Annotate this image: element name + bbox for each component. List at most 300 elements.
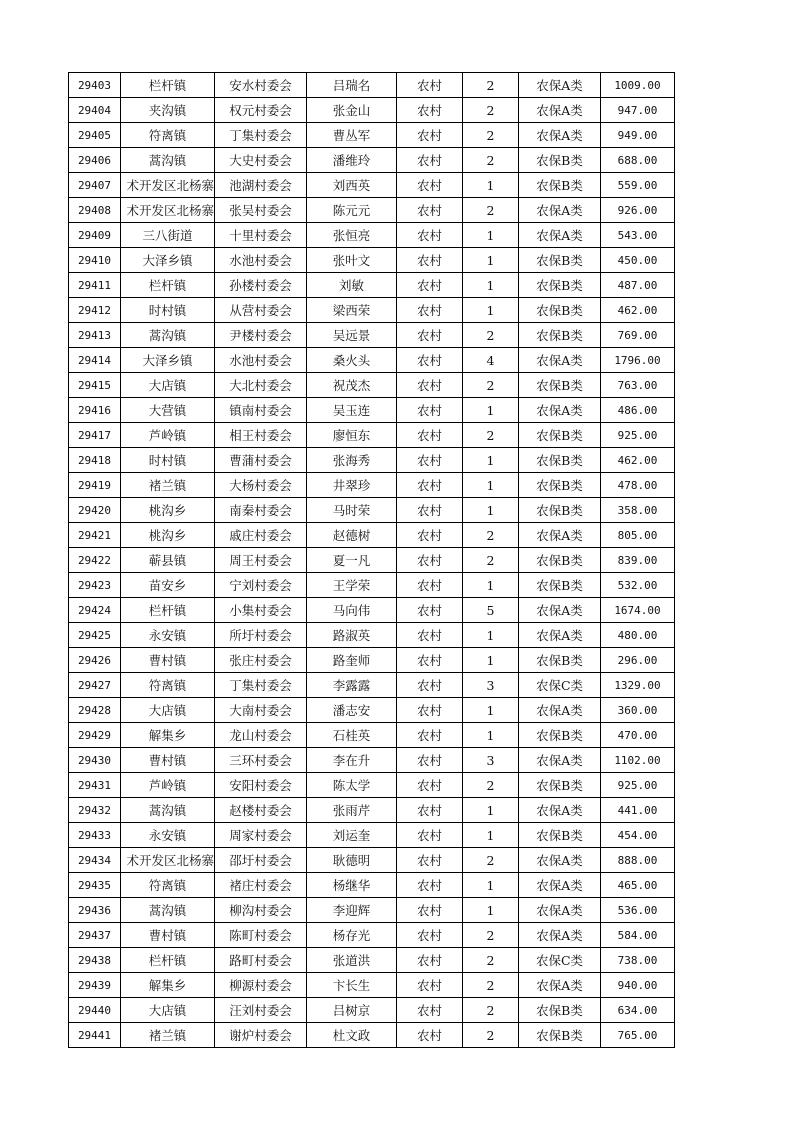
insurance-category-cell: 农保B类	[519, 323, 601, 348]
village-committee-cell: 丁集村委会	[215, 673, 307, 698]
village-committee-cell: 丁集村委会	[215, 123, 307, 148]
insurance-category-cell: 农保A类	[519, 348, 601, 373]
amount-cell: 450.00	[601, 248, 675, 273]
table-row	[69, 373, 675, 398]
household-size-cell: 2	[463, 523, 519, 548]
table-row	[69, 273, 675, 298]
village-committee-cell: 赵楼村委会	[215, 798, 307, 823]
area-type-cell: 农村	[397, 698, 463, 723]
record-id-cell: 29412	[69, 298, 121, 323]
village-committee-cell: 路町村委会	[215, 948, 307, 973]
record-id-cell: 29409	[69, 223, 121, 248]
insurance-category-cell: 农保A类	[519, 123, 601, 148]
record-id-cell: 29421	[69, 523, 121, 548]
insurance-category-cell: 农保B类	[519, 473, 601, 498]
record-id-cell: 29426	[69, 648, 121, 673]
insurance-category-cell: 农保B类	[519, 1023, 601, 1048]
table-row	[69, 73, 675, 98]
amount-cell: 487.00	[601, 273, 675, 298]
table-row	[69, 748, 675, 773]
household-size-cell: 5	[463, 598, 519, 623]
village-committee-cell: 谢炉村委会	[215, 1023, 307, 1048]
amount-cell: 763.00	[601, 373, 675, 398]
record-id-cell: 29431	[69, 773, 121, 798]
town-cell: 大店镇	[121, 373, 215, 398]
town-cell: 术开发区北杨寨	[121, 173, 215, 198]
household-size-cell: 2	[463, 998, 519, 1023]
table-row	[69, 523, 675, 548]
village-committee-cell: 龙山村委会	[215, 723, 307, 748]
name-cell: 李露露	[307, 673, 397, 698]
record-id-cell: 29435	[69, 873, 121, 898]
town-cell: 曹村镇	[121, 923, 215, 948]
name-cell: 张叶文	[307, 248, 397, 273]
table-row	[69, 798, 675, 823]
name-cell: 吴玉连	[307, 398, 397, 423]
town-cell: 蒿沟镇	[121, 323, 215, 348]
table-body	[69, 73, 675, 1048]
area-type-cell: 农村	[397, 873, 463, 898]
table-row	[69, 323, 675, 348]
town-cell: 褚兰镇	[121, 1023, 215, 1048]
village-committee-cell: 褚庄村委会	[215, 873, 307, 898]
amount-cell: 839.00	[601, 548, 675, 573]
village-committee-cell: 安水村委会	[215, 73, 307, 98]
record-id-cell: 29440	[69, 998, 121, 1023]
table-row	[69, 923, 675, 948]
record-id-cell: 29403	[69, 73, 121, 98]
household-size-cell: 1	[463, 648, 519, 673]
table-row	[69, 648, 675, 673]
village-committee-cell: 从营村委会	[215, 298, 307, 323]
village-committee-cell: 小集村委会	[215, 598, 307, 623]
record-id-cell: 29419	[69, 473, 121, 498]
area-type-cell: 农村	[397, 823, 463, 848]
insurance-category-cell: 农保B类	[519, 273, 601, 298]
insurance-category-cell: 农保A类	[519, 748, 601, 773]
amount-cell: 926.00	[601, 198, 675, 223]
table-row	[69, 398, 675, 423]
area-type-cell: 农村	[397, 498, 463, 523]
name-cell: 李在升	[307, 748, 397, 773]
household-size-cell: 2	[463, 98, 519, 123]
name-cell: 陈元元	[307, 198, 397, 223]
area-type-cell: 农村	[397, 898, 463, 923]
amount-cell: 465.00	[601, 873, 675, 898]
insurance-category-cell: 农保A类	[519, 598, 601, 623]
area-type-cell: 农村	[397, 173, 463, 198]
village-committee-cell: 戚庄村委会	[215, 523, 307, 548]
area-type-cell: 农村	[397, 123, 463, 148]
town-cell: 曹村镇	[121, 648, 215, 673]
village-committee-cell: 宁刘村委会	[215, 573, 307, 598]
household-size-cell: 1	[463, 873, 519, 898]
amount-cell: 536.00	[601, 898, 675, 923]
village-committee-cell: 邵圩村委会	[215, 848, 307, 873]
area-type-cell: 农村	[397, 673, 463, 698]
area-type-cell: 农村	[397, 223, 463, 248]
amount-cell: 888.00	[601, 848, 675, 873]
household-size-cell: 4	[463, 348, 519, 373]
table-row	[69, 148, 675, 173]
household-size-cell: 1	[463, 823, 519, 848]
name-cell: 马时荣	[307, 498, 397, 523]
household-size-cell: 2	[463, 123, 519, 148]
area-type-cell: 农村	[397, 298, 463, 323]
amount-cell: 470.00	[601, 723, 675, 748]
name-cell: 吴远景	[307, 323, 397, 348]
amount-cell: 532.00	[601, 573, 675, 598]
table-row	[69, 448, 675, 473]
record-id-cell: 29432	[69, 798, 121, 823]
household-size-cell: 3	[463, 673, 519, 698]
record-id-cell: 29407	[69, 173, 121, 198]
insurance-category-cell: 农保B类	[519, 823, 601, 848]
insurance-category-cell: 农保B类	[519, 248, 601, 273]
record-id-cell: 29437	[69, 923, 121, 948]
amount-cell: 358.00	[601, 498, 675, 523]
area-type-cell: 农村	[397, 748, 463, 773]
insurance-category-cell: 农保A类	[519, 873, 601, 898]
amount-cell: 634.00	[601, 998, 675, 1023]
household-size-cell: 1	[463, 273, 519, 298]
record-id-cell: 29427	[69, 673, 121, 698]
village-committee-cell: 相王村委会	[215, 423, 307, 448]
household-size-cell: 1	[463, 298, 519, 323]
insurance-category-cell: 农保A类	[519, 798, 601, 823]
village-committee-cell: 曹蒲村委会	[215, 448, 307, 473]
insurance-category-cell: 农保B类	[519, 298, 601, 323]
insurance-category-cell: 农保B类	[519, 998, 601, 1023]
town-cell: 蒿沟镇	[121, 798, 215, 823]
record-id-cell: 29436	[69, 898, 121, 923]
amount-cell: 1796.00	[601, 348, 675, 373]
area-type-cell: 农村	[397, 798, 463, 823]
name-cell: 梁西荣	[307, 298, 397, 323]
household-size-cell: 2	[463, 1023, 519, 1048]
name-cell: 卞长生	[307, 973, 397, 998]
town-cell: 大营镇	[121, 398, 215, 423]
insurance-category-cell: 农保A类	[519, 98, 601, 123]
village-committee-cell: 大史村委会	[215, 148, 307, 173]
amount-cell: 296.00	[601, 648, 675, 673]
record-id-cell: 29415	[69, 373, 121, 398]
table-row	[69, 948, 675, 973]
town-cell: 蒿沟镇	[121, 898, 215, 923]
village-committee-cell: 镇南村委会	[215, 398, 307, 423]
record-id-cell: 29429	[69, 723, 121, 748]
town-cell: 桃沟乡	[121, 498, 215, 523]
village-committee-cell: 汪刘村委会	[215, 998, 307, 1023]
area-type-cell: 农村	[397, 323, 463, 348]
table-row	[69, 823, 675, 848]
name-cell: 刘运奎	[307, 823, 397, 848]
record-id-cell: 29422	[69, 548, 121, 573]
table-row	[69, 673, 675, 698]
town-cell: 曹村镇	[121, 748, 215, 773]
area-type-cell: 农村	[397, 598, 463, 623]
insurance-category-cell: 农保A类	[519, 398, 601, 423]
amount-cell: 559.00	[601, 173, 675, 198]
insurance-category-cell: 农保C类	[519, 948, 601, 973]
area-type-cell: 农村	[397, 398, 463, 423]
town-cell: 蕲县镇	[121, 548, 215, 573]
household-size-cell: 1	[463, 223, 519, 248]
amount-cell: 947.00	[601, 98, 675, 123]
name-cell: 杜文政	[307, 1023, 397, 1048]
insurance-category-cell: 农保A类	[519, 923, 601, 948]
area-type-cell: 农村	[397, 423, 463, 448]
record-id-cell: 29428	[69, 698, 121, 723]
household-size-cell: 2	[463, 373, 519, 398]
name-cell: 王学荣	[307, 573, 397, 598]
name-cell: 赵德树	[307, 523, 397, 548]
insurance-category-cell: 农保A类	[519, 523, 601, 548]
record-id-cell: 29424	[69, 598, 121, 623]
amount-cell: 949.00	[601, 123, 675, 148]
amount-cell: 360.00	[601, 698, 675, 723]
amount-cell: 462.00	[601, 448, 675, 473]
record-id-cell: 29418	[69, 448, 121, 473]
household-size-cell: 1	[463, 573, 519, 598]
table-row	[69, 598, 675, 623]
town-cell: 苗安乡	[121, 573, 215, 598]
amount-cell: 480.00	[601, 623, 675, 648]
household-size-cell: 1	[463, 798, 519, 823]
town-cell: 栏杆镇	[121, 948, 215, 973]
town-cell: 术开发区北杨寨	[121, 848, 215, 873]
name-cell: 张海秀	[307, 448, 397, 473]
table-row	[69, 423, 675, 448]
record-id-cell: 29433	[69, 823, 121, 848]
household-size-cell: 1	[463, 498, 519, 523]
insurance-category-cell: 农保C类	[519, 673, 601, 698]
town-cell: 栏杆镇	[121, 598, 215, 623]
town-cell: 大店镇	[121, 998, 215, 1023]
area-type-cell: 农村	[397, 573, 463, 598]
village-committee-cell: 周家村委会	[215, 823, 307, 848]
village-committee-cell: 三环村委会	[215, 748, 307, 773]
village-committee-cell: 张吴村委会	[215, 198, 307, 223]
table-row	[69, 973, 675, 998]
name-cell: 张金山	[307, 98, 397, 123]
insurance-category-cell: 农保B类	[519, 573, 601, 598]
village-committee-cell: 安阳村委会	[215, 773, 307, 798]
household-size-cell: 2	[463, 548, 519, 573]
record-id-cell: 29430	[69, 748, 121, 773]
name-cell: 李迎辉	[307, 898, 397, 923]
amount-cell: 584.00	[601, 923, 675, 948]
record-id-cell: 29411	[69, 273, 121, 298]
name-cell: 杨继华	[307, 873, 397, 898]
household-size-cell: 2	[463, 198, 519, 223]
name-cell: 路淑英	[307, 623, 397, 648]
area-type-cell: 农村	[397, 248, 463, 273]
household-size-cell: 2	[463, 948, 519, 973]
area-type-cell: 农村	[397, 773, 463, 798]
household-size-cell: 2	[463, 73, 519, 98]
area-type-cell: 农村	[397, 523, 463, 548]
area-type-cell: 农村	[397, 473, 463, 498]
insurance-category-cell: 农保B类	[519, 498, 601, 523]
village-committee-cell: 大南村委会	[215, 698, 307, 723]
name-cell: 潘维玲	[307, 148, 397, 173]
name-cell: 耿德明	[307, 848, 397, 873]
household-size-cell: 2	[463, 973, 519, 998]
amount-cell: 462.00	[601, 298, 675, 323]
household-size-cell: 1	[463, 248, 519, 273]
record-id-cell: 29414	[69, 348, 121, 373]
town-cell: 解集乡	[121, 973, 215, 998]
village-committee-cell: 水池村委会	[215, 348, 307, 373]
town-cell: 桃沟乡	[121, 523, 215, 548]
area-type-cell: 农村	[397, 373, 463, 398]
village-committee-cell: 柳沟村委会	[215, 898, 307, 923]
insurance-category-cell: 农保A类	[519, 973, 601, 998]
amount-cell: 1009.00	[601, 73, 675, 98]
amount-cell: 1102.00	[601, 748, 675, 773]
area-type-cell: 农村	[397, 348, 463, 373]
record-id-cell: 29441	[69, 1023, 121, 1048]
amount-cell: 738.00	[601, 948, 675, 973]
name-cell: 吕瑞名	[307, 73, 397, 98]
table-row	[69, 623, 675, 648]
record-id-cell: 29408	[69, 198, 121, 223]
amount-cell: 543.00	[601, 223, 675, 248]
household-size-cell: 2	[463, 773, 519, 798]
town-cell: 时村镇	[121, 298, 215, 323]
amount-cell: 805.00	[601, 523, 675, 548]
name-cell: 刘敏	[307, 273, 397, 298]
household-size-cell: 3	[463, 748, 519, 773]
name-cell: 张恒亮	[307, 223, 397, 248]
record-id-cell: 29420	[69, 498, 121, 523]
household-size-cell: 1	[463, 173, 519, 198]
household-size-cell: 1	[463, 473, 519, 498]
record-id-cell: 29404	[69, 98, 121, 123]
household-size-cell: 1	[463, 898, 519, 923]
insurance-category-cell: 农保A类	[519, 623, 601, 648]
amount-cell: 765.00	[601, 1023, 675, 1048]
table-row	[69, 473, 675, 498]
household-size-cell: 2	[463, 848, 519, 873]
area-type-cell: 农村	[397, 198, 463, 223]
record-id-cell: 29410	[69, 248, 121, 273]
name-cell: 马向伟	[307, 598, 397, 623]
table-row	[69, 998, 675, 1023]
household-size-cell: 2	[463, 923, 519, 948]
insurance-category-cell: 农保A类	[519, 223, 601, 248]
insurance-category-cell: 农保B类	[519, 423, 601, 448]
area-type-cell: 农村	[397, 998, 463, 1023]
town-cell: 符离镇	[121, 873, 215, 898]
table-row	[69, 548, 675, 573]
records-table	[68, 72, 675, 1048]
amount-cell: 688.00	[601, 148, 675, 173]
name-cell: 夏一凡	[307, 548, 397, 573]
household-size-cell: 2	[463, 323, 519, 348]
insurance-category-cell: 农保A类	[519, 73, 601, 98]
table-row	[69, 1023, 675, 1048]
name-cell: 曹丛军	[307, 123, 397, 148]
town-cell: 夹沟镇	[121, 98, 215, 123]
name-cell: 张道洪	[307, 948, 397, 973]
table-row	[69, 298, 675, 323]
record-id-cell: 29438	[69, 948, 121, 973]
area-type-cell: 农村	[397, 973, 463, 998]
table-row	[69, 248, 675, 273]
record-id-cell: 29439	[69, 973, 121, 998]
table-row	[69, 198, 675, 223]
name-cell: 廖恒东	[307, 423, 397, 448]
name-cell: 吕树京	[307, 998, 397, 1023]
table-row	[69, 873, 675, 898]
town-cell: 大店镇	[121, 698, 215, 723]
village-committee-cell: 十里村委会	[215, 223, 307, 248]
town-cell: 符离镇	[121, 673, 215, 698]
name-cell: 杨存光	[307, 923, 397, 948]
household-size-cell: 1	[463, 398, 519, 423]
area-type-cell: 农村	[397, 723, 463, 748]
area-type-cell: 农村	[397, 73, 463, 98]
insurance-category-cell: 农保B类	[519, 448, 601, 473]
record-id-cell: 29425	[69, 623, 121, 648]
amount-cell: 1674.00	[601, 598, 675, 623]
insurance-category-cell: 农保B类	[519, 773, 601, 798]
village-committee-cell: 尹楼村委会	[215, 323, 307, 348]
name-cell: 潘志安	[307, 698, 397, 723]
table-row	[69, 498, 675, 523]
name-cell: 石桂英	[307, 723, 397, 748]
village-committee-cell: 孙楼村委会	[215, 273, 307, 298]
amount-cell: 1329.00	[601, 673, 675, 698]
name-cell: 路奎师	[307, 648, 397, 673]
amount-cell: 940.00	[601, 973, 675, 998]
village-committee-cell: 大北村委会	[215, 373, 307, 398]
village-committee-cell: 陈町村委会	[215, 923, 307, 948]
record-id-cell: 29434	[69, 848, 121, 873]
area-type-cell: 农村	[397, 548, 463, 573]
area-type-cell: 农村	[397, 448, 463, 473]
insurance-category-cell: 农保B类	[519, 723, 601, 748]
town-cell: 栏杆镇	[121, 273, 215, 298]
town-cell: 大泽乡镇	[121, 248, 215, 273]
name-cell: 桑火头	[307, 348, 397, 373]
town-cell: 大泽乡镇	[121, 348, 215, 373]
table-row	[69, 698, 675, 723]
area-type-cell: 农村	[397, 648, 463, 673]
village-committee-cell: 池湖村委会	[215, 173, 307, 198]
village-committee-cell: 权元村委会	[215, 98, 307, 123]
area-type-cell: 农村	[397, 623, 463, 648]
record-id-cell: 29423	[69, 573, 121, 598]
area-type-cell: 农村	[397, 1023, 463, 1048]
amount-cell: 478.00	[601, 473, 675, 498]
amount-cell: 925.00	[601, 773, 675, 798]
town-cell: 术开发区北杨寨	[121, 198, 215, 223]
village-committee-cell: 周王村委会	[215, 548, 307, 573]
household-size-cell: 1	[463, 698, 519, 723]
insurance-category-cell: 农保B类	[519, 373, 601, 398]
insurance-category-cell: 农保A类	[519, 848, 601, 873]
insurance-category-cell: 农保A类	[519, 698, 601, 723]
name-cell: 刘西英	[307, 173, 397, 198]
household-size-cell: 2	[463, 423, 519, 448]
town-cell: 三八街道	[121, 223, 215, 248]
town-cell: 永安镇	[121, 623, 215, 648]
village-committee-cell: 柳源村委会	[215, 973, 307, 998]
town-cell: 永安镇	[121, 823, 215, 848]
